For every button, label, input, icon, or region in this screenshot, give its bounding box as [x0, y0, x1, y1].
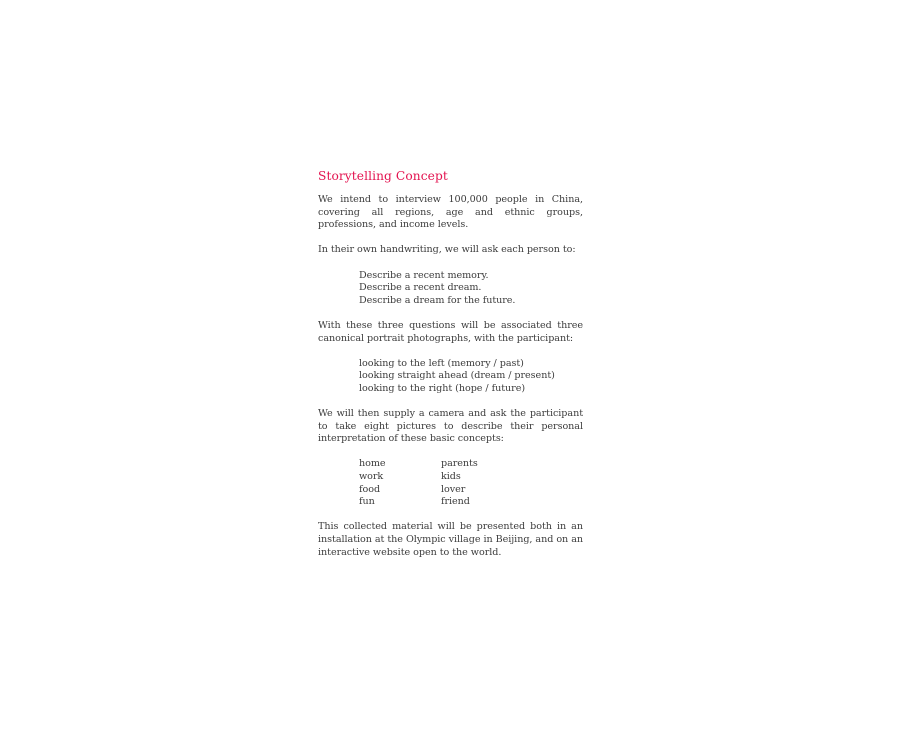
page-title: Storytelling Concept — [318, 169, 448, 183]
portrait-list — [318, 358, 583, 396]
spacer — [318, 509, 583, 522]
closing-paragraph: This collected material will be presented both in an installation at the Olympic village in Beijing, and on an interactive website open to the world. — [318, 521, 583, 558]
portrait-item: looking to the right (hope / future) — [359, 382, 526, 394]
portrait-item: looking straight ahead (dream / present) — [359, 370, 555, 382]
concept-item: friend — [441, 496, 470, 508]
concept-item: home — [359, 458, 386, 470]
prompt-item: Describe a recent memory. — [359, 269, 489, 281]
spacer — [318, 345, 583, 358]
spacer — [318, 396, 583, 409]
portrait-intro-paragraph: With these three questions will be associated three canonical portrait photographs, with the participant: — [318, 319, 583, 344]
concept-item: fun — [359, 496, 375, 508]
ask-intro-paragraph: In their own handwriting, we will ask each person to: — [318, 244, 576, 256]
concept-item: work — [359, 471, 384, 483]
camera-intro-paragraph: We will then supply a camera and ask the participant to take eight pictures to describe their personal interpretation of these basic concepts: — [318, 408, 583, 445]
spacer — [318, 307, 583, 320]
concept-item: food — [359, 483, 381, 495]
intro-paragraph: We intend to interview 100,000 people in China, covering all regions, age and ethnic groups, professions, and income levels. — [318, 194, 583, 231]
spacer — [318, 257, 583, 270]
spacer — [318, 232, 583, 245]
prompt-list — [318, 270, 583, 308]
concept-item: kids — [441, 471, 461, 483]
document-body — [318, 168, 583, 559]
spacer — [318, 446, 583, 459]
prompt-item: Describe a recent dream. — [359, 282, 482, 294]
portrait-item: looking to the left (memory / past) — [359, 357, 524, 369]
concept-grid — [318, 458, 583, 508]
concept-item: lover — [441, 483, 466, 495]
concept-item: parents — [441, 458, 478, 470]
prompt-item: Describe a dream for the future. — [359, 294, 516, 306]
